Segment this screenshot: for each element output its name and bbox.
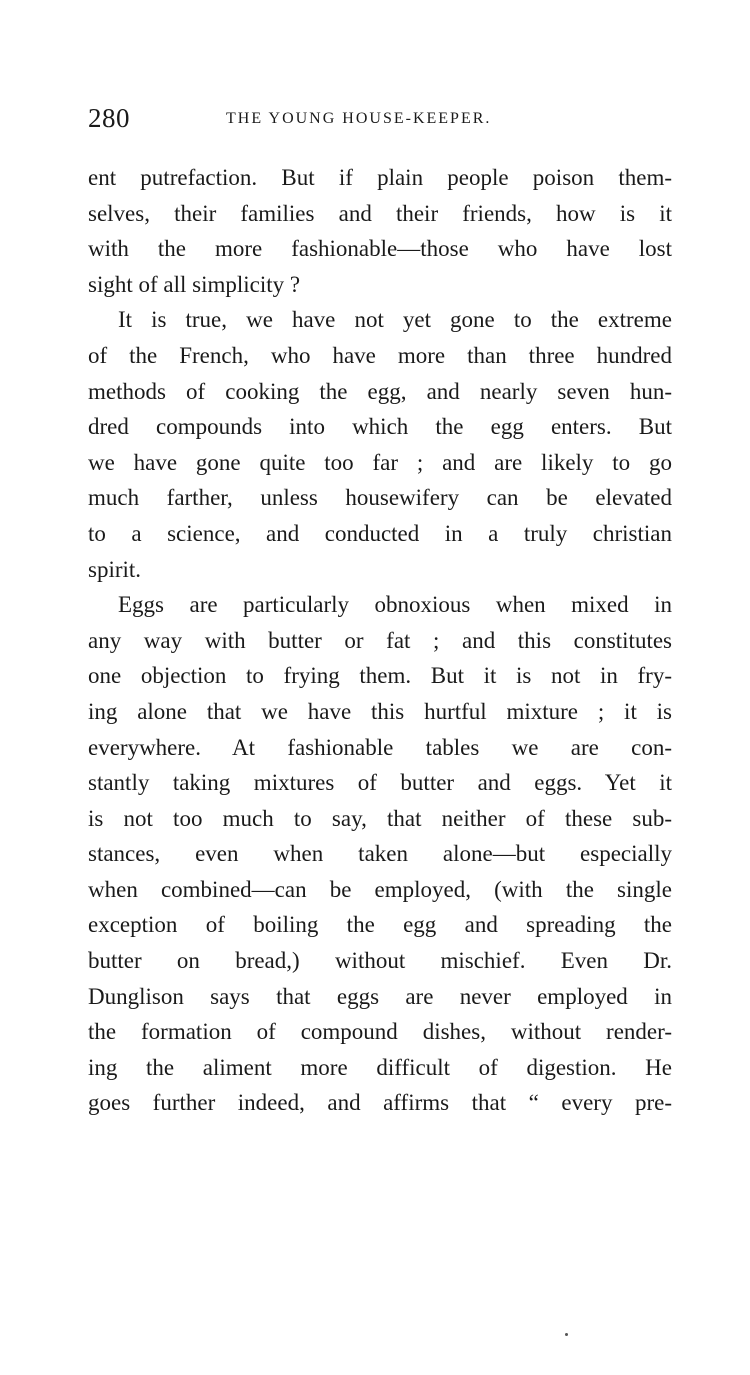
- text-line: butter on bread,) without mischief. Even Dr.: [88, 948, 672, 974]
- body-text: [88, 160, 672, 1121]
- text-line: of the French, who have more than three hundred: [88, 342, 672, 368]
- text-line: stantly taking mixtures of butter and eggs. Yet it: [88, 770, 672, 796]
- text-line: ing the aliment more difficult of digestion. He: [88, 1054, 672, 1080]
- text-line: any way with butter or fat ; and this constitutes: [88, 627, 672, 653]
- text-line: methods of cooking the egg, and nearly seven hun-: [88, 378, 672, 404]
- running-title: THE YOUNG HOUSE-KEEPER.: [226, 110, 492, 127]
- text-line: with the more fashionable—those who have lost: [88, 236, 672, 262]
- text-line: Eggs are particularly obnoxious when mixed in: [118, 592, 672, 618]
- text-line: spirit.: [88, 556, 142, 582]
- text-line: Dunglison says that eggs are never employed in: [88, 983, 672, 1009]
- text-line: everywhere. At fashionable tables we are con-: [88, 734, 672, 760]
- print-speck: [565, 1333, 568, 1336]
- text-line: exception of boiling the egg and spreading the: [88, 912, 672, 938]
- text-line: to a science, and conducted in a truly christian: [88, 520, 672, 546]
- page-number: 280: [88, 103, 130, 133]
- text-line: stances, even when taken alone—but especially: [88, 841, 672, 867]
- running-head: [88, 103, 668, 135]
- text-line: sight of all simplicity ?: [88, 271, 301, 297]
- text-line: is not too much to say, that neither of these sub-: [88, 805, 672, 831]
- text-line: ing alone that we have this hurtful mixture ; it is: [88, 698, 672, 724]
- text-line: dred compounds into which the egg enters. But: [88, 414, 672, 440]
- text-line: ent putrefaction. But if plain people poison them-: [88, 165, 672, 190]
- text-line: selves, their families and their friends, how is it: [88, 200, 672, 226]
- text-line: we have gone quite too far ; and are likely to go: [88, 449, 672, 475]
- text-line: much farther, unless housewifery can be elevated: [88, 485, 672, 511]
- text-line: when combined—can be employed, (with the single: [88, 876, 672, 902]
- text-line: one objection to frying them. But it is not in fry-: [88, 663, 672, 689]
- text-line: It is true, we have not yet gone to the extreme: [118, 307, 672, 333]
- text-line: goes further indeed, and affirms that “ every pre-: [88, 1090, 672, 1116]
- text-line: the formation of compound dishes, without render-: [88, 1019, 672, 1045]
